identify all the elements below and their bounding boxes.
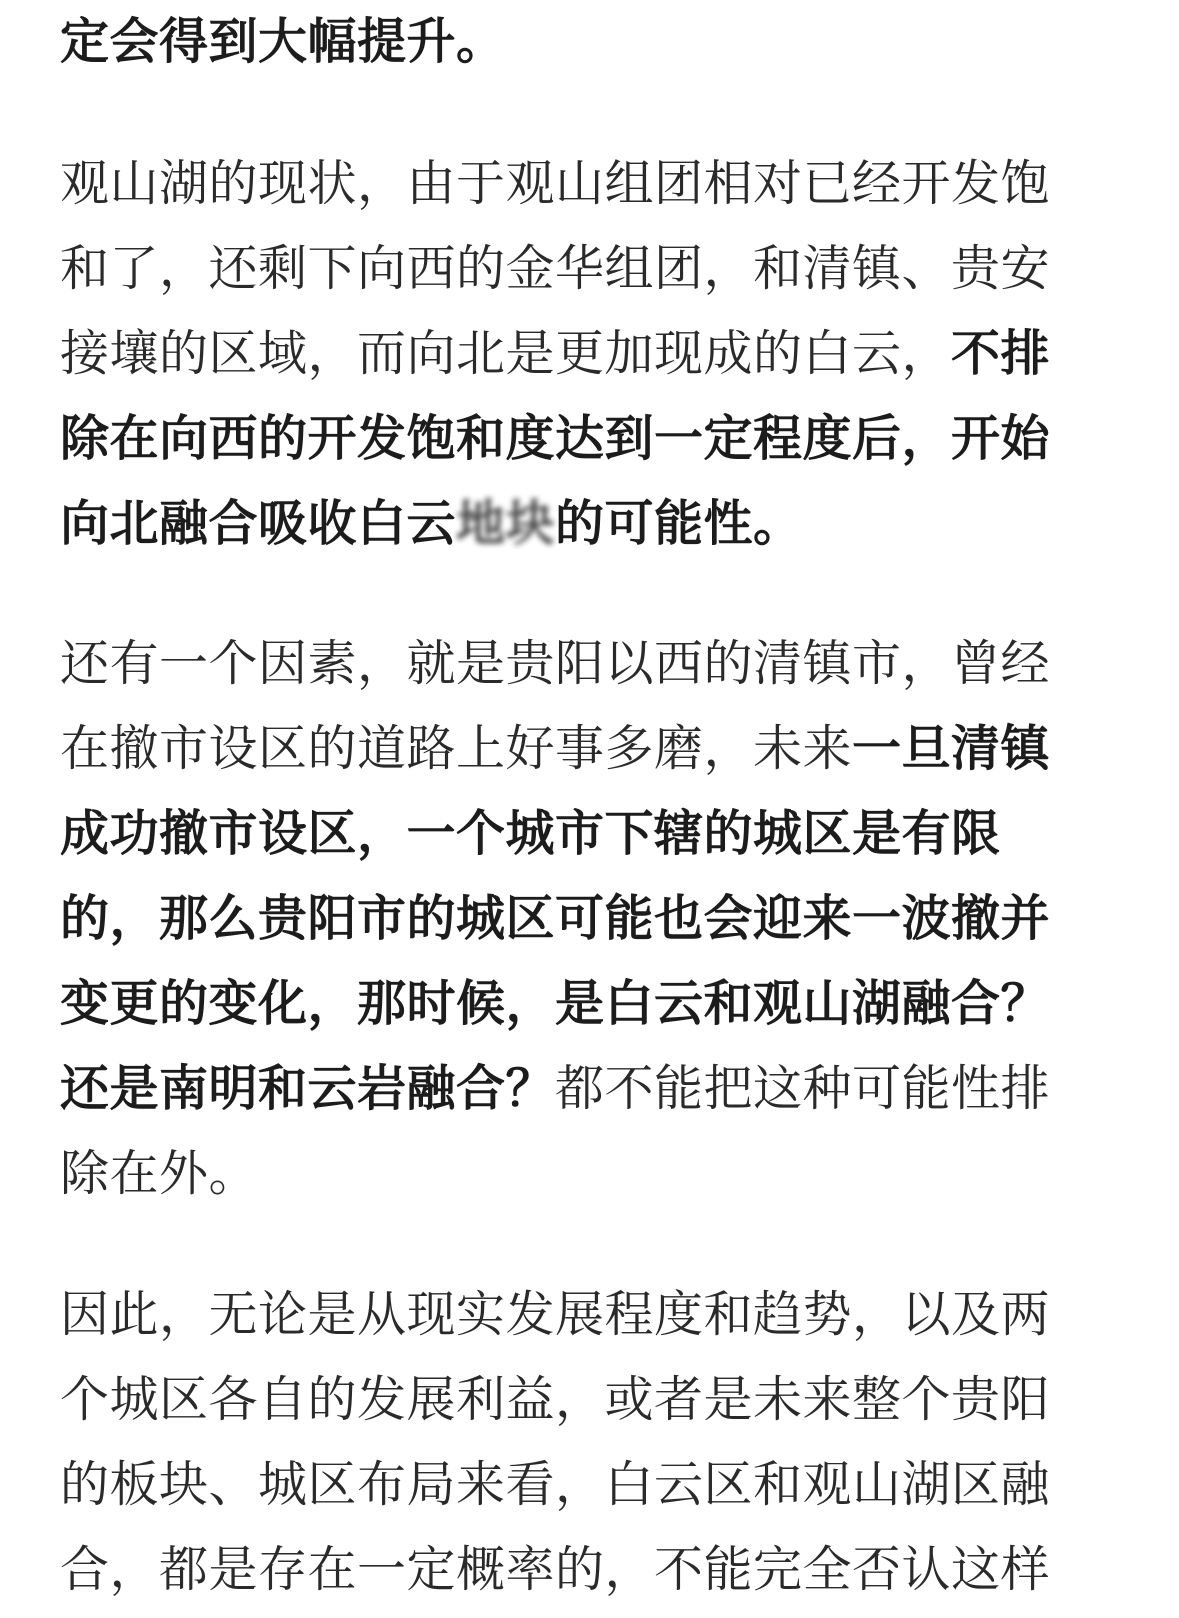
paragraph-1-line-3-bold: 不排 bbox=[951, 325, 1051, 382]
paragraph-1-line-3-regular: 接壤的区域，而向北是更加现成的白云， bbox=[60, 325, 952, 382]
paragraph-2-line-5: 变更的变化，那时候，是白云和观山湖融合？ bbox=[60, 975, 1051, 1032]
paragraph-3-line-4: 合，都是存在一定概率的，不能完全否认这样 bbox=[60, 1541, 1051, 1598]
paragraph-2-line-6-bold: 还是南明和云岩融合？ bbox=[60, 1060, 556, 1117]
paragraph-1-line-3 bbox=[60, 312, 1124, 396]
paragraph-1-line-5 bbox=[60, 482, 1124, 566]
paragraph-2-line-2-regular: 在撤市设区的道路上好事多磨，未来 bbox=[60, 720, 853, 777]
paragraph-1-line-4: 除在向西的开发饱和度达到一定程度后，开始 bbox=[60, 410, 1051, 467]
paragraph-2-line-6 bbox=[60, 1047, 1124, 1131]
paragraph-2-line-2 bbox=[60, 707, 1124, 791]
paragraph-1-line-1: 观山湖的现状，由于观山组团相对已经开发饱 bbox=[60, 155, 1051, 212]
paragraph-1-line-5-start: 向北融合吸收白云 bbox=[60, 495, 457, 552]
paragraph-2-line-3: 成功撤市设区，一个城市下辖的城区是有限 bbox=[60, 805, 1001, 862]
paragraph-2-line-1: 还有一个因素，就是贵阳以西的清镇市，曾经 bbox=[60, 635, 1051, 692]
paragraph-2-line-6-regular: 都不能把这种可能性排 bbox=[555, 1060, 1051, 1117]
paragraph-2-line-2-bold: 一旦清镇 bbox=[852, 720, 1051, 777]
paragraph-0-line-1: 定会得到大幅提升。 bbox=[60, 13, 506, 70]
paragraph-2-line-4: 的，那么贵阳市的城区可能也会迎来一波撤并 bbox=[60, 890, 1051, 947]
paragraph-1-line-5-end: 的可能性。 bbox=[555, 495, 803, 552]
paragraph-3-line-3: 的板块、城区布局来看，白云区和观山湖区融 bbox=[60, 1456, 1051, 1513]
paragraph-3-line-1: 因此，无论是从现实发展程度和趋势，以及两 bbox=[60, 1286, 1051, 1343]
paragraph-3-line-2: 个城区各自的发展利益，或者是未来整个贵阳 bbox=[60, 1371, 1051, 1428]
censored-word: 地块 bbox=[456, 495, 556, 552]
paragraph-1-line-2: 和了，还剩下向西的金华组团，和清镇、贵安 bbox=[60, 240, 1051, 297]
paragraph-2-line-7: 除在外。 bbox=[60, 1145, 259, 1202]
